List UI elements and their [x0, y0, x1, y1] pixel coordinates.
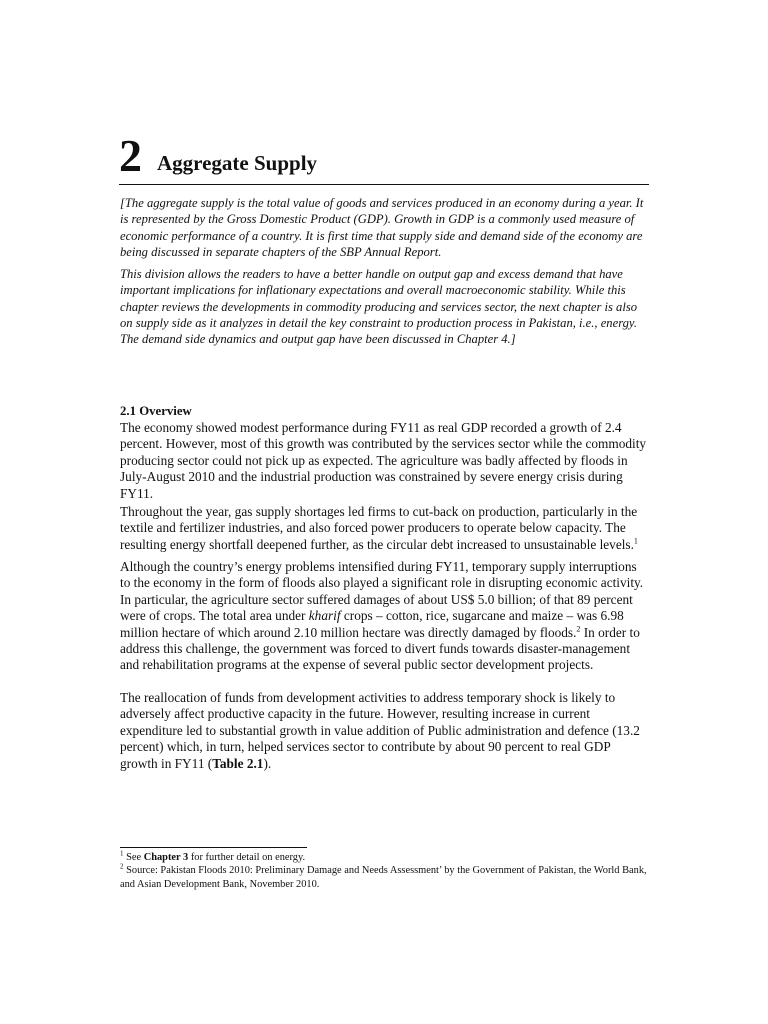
footnote [120, 864, 650, 891]
footnotes [120, 851, 650, 891]
body-paragraph [120, 559, 650, 674]
chapter-number: 2 [119, 130, 142, 181]
footnote-text: Source: Pakistan Floods 2010: Preliminary Damage and Needs Assessment’ by the Government of Pakistan, the World Bank, and Asian Development Bank, November 2010. [120, 865, 647, 890]
footnote-divider [120, 847, 307, 848]
body-paragraph [120, 504, 650, 553]
body-paragraph: The economy showed modest performance during FY11 as real GDP recorded a growth of 2.4 percent. However, most of this growth was contributed by the services sector while the commodity producing sector could not pick up as expected. The agriculture was badly affected by floods in July-August 2010 and the industrial production was constrained by severe energy crisis during FY11. [120, 420, 647, 501]
paragraph-text: ). [263, 755, 272, 771]
body-paragraph [120, 690, 650, 772]
italic-term: kharif [308, 608, 341, 624]
paragraph-text: The reallocation of funds from development activities to address temporary shock is likely to adversely affect productive capacity in the future. However, resulting increase in current expenditure led to substantial growth in value addition of Public administration and defence (13.2 percent) which, in turn, helped services sector to contribute by about 90 percent to real GDP growth in FY11 ( [120, 690, 640, 771]
footnote-reference: 2 [576, 624, 581, 634]
intro-paragraph: [The aggregate supply is the total value of goods and services produced in an economy during a year. It is represented by the Gross Domestic Product (GDP). Growth in GDP is a commonly used measure of economic performance of a country. It is first time that supply side and demand side of the economy are being discussed in separate chapters of the SBP Annual Report. [120, 196, 644, 259]
section-heading: 2.1 Overview [120, 404, 192, 418]
footnote-marker: 2 [120, 862, 124, 871]
footnote-text: for further detail on energy. [188, 852, 306, 863]
paragraph-text: Throughout the year, gas supply shortages led firms to cut-back on production, particularly in the textile and fertilizer industries, and also forced power producers to operate below capacity. The resulting energy shortfall deepened further, as the circular debt increased to unsustainable levels. [120, 504, 638, 552]
paragraph-text: In order to address this challenge, the government was forced to divert funds towards disaster-management and rehabilitation programs at the expense of several public sector development projects. [120, 624, 640, 673]
table-reference: Table 2.1 [212, 755, 264, 771]
chapter-heading [119, 132, 649, 185]
footnote [120, 851, 650, 864]
intro-paragraph: This division allows the readers to have a better handle on output gap and excess demand that have important implications for inflationary expectations and overall macroeconomic stability. While this chapter reviews the developments in commodity producing and services sector, the next chapter is also on supply side as it analyzes in detail the key constraint to production process in Pakistan, i.e., energy. The demand side dynamics and output gap have been discussed in Chapter 4.] [120, 267, 638, 347]
paragraph-text: Although the country’s energy problems intensified during FY11, temporary supply interruptions to the economy in the form of floods also played a significant role in disrupting economic activity. In particular, the agriculture sector suffered damages of about US$ 5.0 billion; of that 89 percent were of crops. The total area under [120, 559, 644, 624]
footnote-text: See [123, 852, 144, 863]
footnote-marker: 1 [120, 849, 124, 858]
chapter-reference: Chapter 3 [143, 852, 189, 863]
footnote-reference: 1 [633, 536, 638, 546]
chapter-title: Aggregate Supply [157, 151, 318, 175]
paragraph-text: crops – cotton, rice, sugarcane and maize – was 6.98 million hectare of which around 2.10 million hectare was directly damaged by floods. [120, 608, 624, 640]
